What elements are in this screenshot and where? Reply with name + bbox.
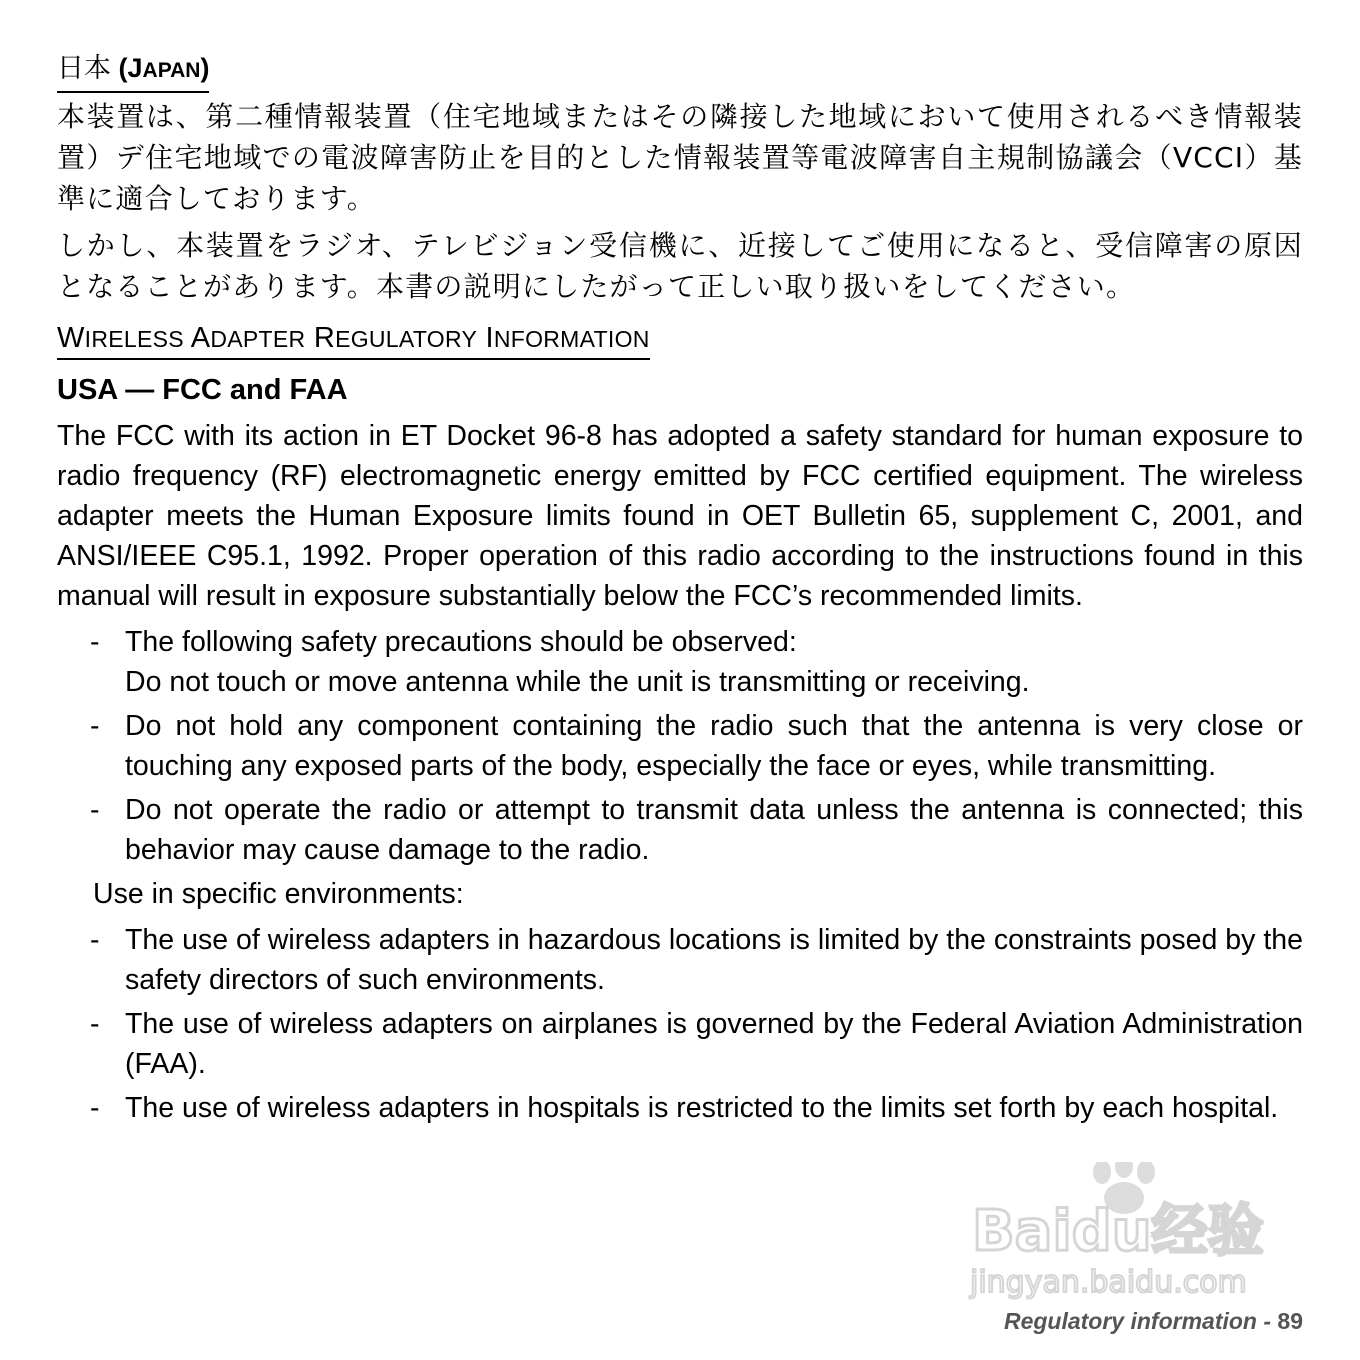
list-item bbox=[57, 1004, 1303, 1084]
bullet-dash: - bbox=[90, 1092, 100, 1124]
bullet-dash: - bbox=[90, 1008, 100, 1040]
watermark-domain: jingyan.baidu.com bbox=[970, 1265, 1247, 1300]
list-item bbox=[57, 920, 1303, 1000]
bullet-dash: - bbox=[90, 710, 100, 742]
bullet-dash: - bbox=[90, 794, 100, 826]
bullet-dash: - bbox=[90, 626, 100, 658]
japan-paragraph-2: しかし、本装置をラジオ、テレビジョン受信機に、近接してご使用になると、受信障害の原因となることがあります。本書の説明にしたがって正しい取り扱いをしてください。 bbox=[57, 229, 1303, 303]
paw-icon bbox=[1093, 1162, 1155, 1214]
list-item bbox=[57, 706, 1303, 786]
japan-heading bbox=[57, 48, 209, 93]
environments-list bbox=[57, 920, 1303, 1128]
environments-label: Use in specific environments: bbox=[93, 878, 464, 910]
usa-fcc-faa-subheading: USA — FCC and FAA bbox=[57, 374, 348, 406]
footer-title: Regulatory information - bbox=[1003, 1308, 1272, 1334]
list-item bbox=[57, 1088, 1303, 1128]
list-item-text: Do not operate the radio or attempt to transmit data unless the antenna is connected; this behavior may cause damage to the radio. bbox=[125, 794, 1303, 866]
list-item bbox=[57, 622, 1303, 702]
list-item-text: The use of wireless adapters in hazardous locations is limited by the constraints posed by the safety directors of such environments. bbox=[125, 924, 1303, 996]
safety-precautions-list bbox=[57, 622, 1303, 870]
list-item bbox=[57, 790, 1303, 870]
document-page bbox=[57, 48, 1303, 1132]
japan-heading-latin: (JAPAN) bbox=[118, 53, 210, 83]
list-item-text: Do not hold any component containing the radio such that the antenna is very close or touching any exposed parts of the body, especially the face or eyes, while transmitting. bbox=[125, 710, 1303, 782]
japan-heading-cjk: 日本 bbox=[57, 53, 111, 83]
list-item-text: The use of wireless adapters on airplanes is governed by the Federal Aviation Administration (FAA). bbox=[125, 1008, 1303, 1080]
list-item-text: The use of wireless adapters in hospitals is restricted to the limits set forth by each hospital. bbox=[125, 1092, 1279, 1124]
fcc-intro-paragraph: The FCC with its action in ET Docket 96-8 has adopted a safety standard for human exposure to radio frequency (RF) electromagnetic energy emitted by FCC certified equipment. The wireless adapter meets the Human Exposure limits found in OET Bulletin 65, supplement C, 2001, and ANSI/IEEE C95.1, 1992. Proper operation of this radio according to the instructions found in this manual will result in exposure substantially below the FCC’s recommended limits. bbox=[57, 420, 1303, 612]
list-item-text: The following safety precautions should be observed: bbox=[125, 626, 797, 658]
page-number: 89 bbox=[1277, 1308, 1303, 1334]
baidu-watermark bbox=[962, 1162, 1292, 1302]
watermark-brand: Baidu经验 bbox=[972, 1199, 1264, 1264]
page-footer bbox=[1004, 1303, 1303, 1339]
wireless-section-heading: WIRELESS ADAPTER REGULATORY INFORMATION bbox=[57, 319, 650, 360]
bullet-dash: - bbox=[90, 924, 100, 956]
list-item-subtext: Do not touch or move antenna while the unit is transmitting or receiving. bbox=[125, 666, 1030, 698]
japan-paragraph-1: 本装置は、第二種情報装置（住宅地域またはその隣接した地域において使用されるべき情報装置）デ住宅地域での電波障害防止を目的とした情報装置等電波障害自主規制協議会（VCCI）基準に適合しております。 bbox=[57, 100, 1303, 215]
